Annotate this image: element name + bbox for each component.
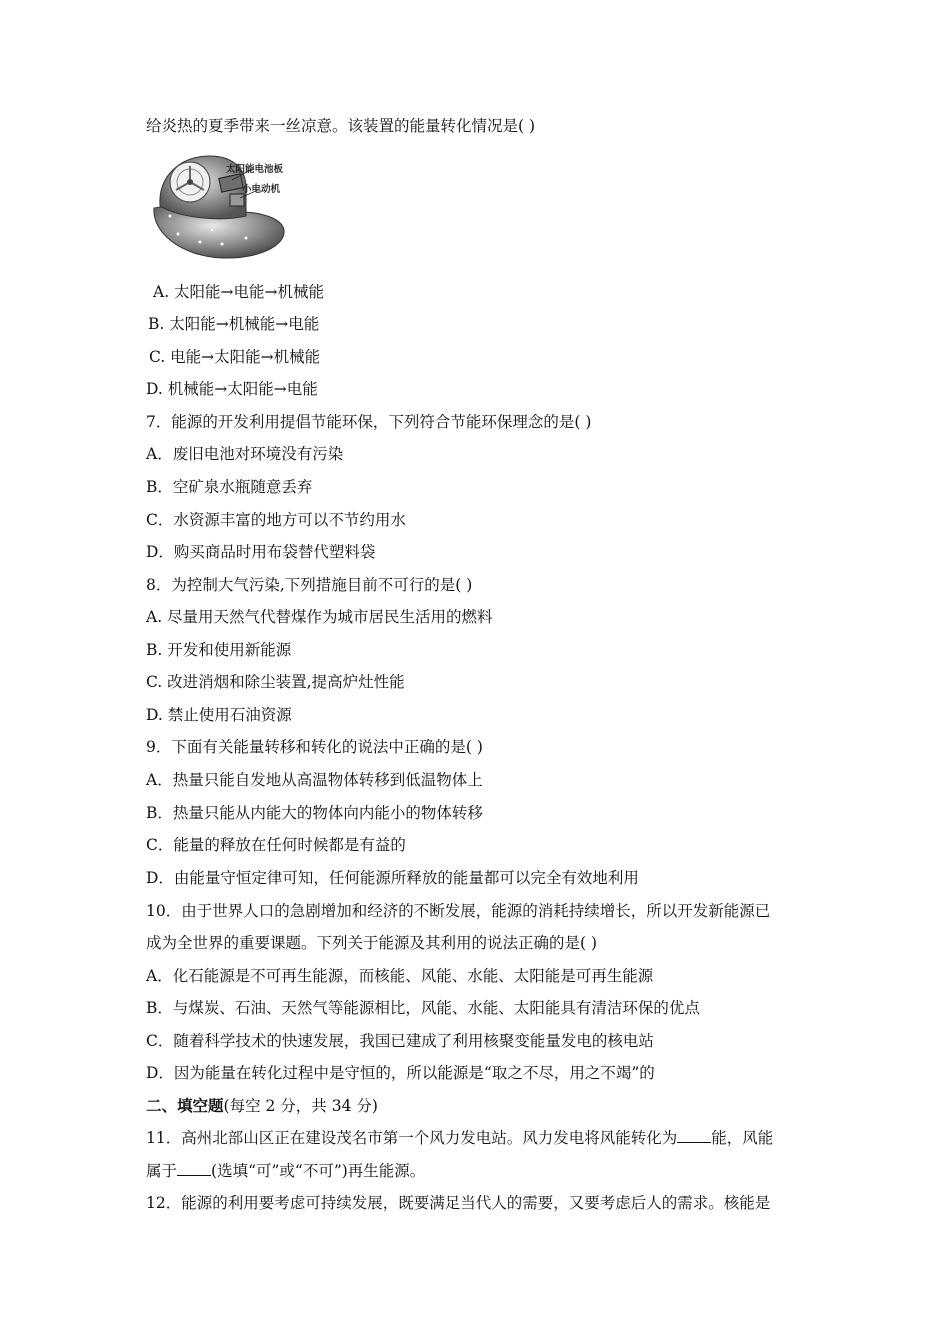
q8-option-a: A. 尽量用天然气代替煤作为城市居民生活用的燃料 [146, 608, 493, 626]
q11-blank-1[interactable] [677, 1128, 711, 1143]
q10-option-d: D．因为能量在转化过程中是守恒的，所以能源是“取之不尽，用之不竭”的 [146, 1064, 655, 1082]
section2-heading [146, 1096, 378, 1116]
q12-line1: 12．能源的利用要考虑可持续发展，既要满足当代人的需要，又要考虑后人的需求。核能是 [146, 1194, 771, 1212]
q11-line2 [146, 1161, 425, 1181]
q6-option-d: D. 机械能→太阳能→电能 [146, 380, 318, 398]
motor-label: 小电动机 [242, 184, 281, 195]
q7-option-d: D．购买商品时用布袋替代塑料袋 [146, 543, 376, 561]
q8-stem: 8．为控制大气污染,下列措施目前不可行的是( ) [146, 576, 473, 594]
q9-option-d: D．由能量守恒定律可知，任何能源所释放的能量都可以完全有效地利用 [146, 869, 639, 887]
q9-stem: 9．下面有关能量转移和转化的说法中正确的是( ) [146, 738, 483, 756]
section2-note: (每空 2 分，共 34 分) [223, 1097, 378, 1115]
q10-option-c: C．随着科学技术的快速发展，我国已建成了利用核聚变能量发电的核电站 [146, 1032, 654, 1050]
q9-option-b: B．热量只能从内能大的物体向内能小的物体转移 [146, 804, 483, 822]
q10-stem-line2: 成为全世界的重要课题。下列关于能源及其利用的说法正确的是( ) [146, 934, 598, 952]
section2-title: 二、填空题 [146, 1096, 224, 1115]
q11-blank-2[interactable] [177, 1161, 211, 1176]
q11-line1 [146, 1128, 773, 1148]
q11-line1-text-a: 11．高州北部山区正在建设茂名市第一个风力发电站。风力发电将风能转化为 [146, 1129, 678, 1147]
q11-line2-text-a: 属于 [146, 1162, 178, 1180]
q7-option-a: A．废旧电池对环境没有污染 [146, 445, 344, 463]
q10-stem-line1: 10．由于世界人口的急剧增加和经济的不断发展，能源的消耗持续增长，所以开发新能源已 [146, 902, 771, 920]
q6-option-c: C. 电能→太阳能→机械能 [149, 348, 321, 366]
q9-option-c: C．能量的释放在任何时候都是有益的 [146, 836, 406, 854]
q9-option-a: A．热量只能自发地从高温物体转移到低温物体上 [146, 771, 483, 789]
q11-line2-text-b: (选填“可”或“不可”)再生能源。 [211, 1162, 426, 1180]
q7-stem: 7．能源的开发利用提倡节能环保，下列符合节能环保理念的是( ) [146, 413, 592, 431]
q6-option-b: B. 太阳能→机械能→电能 [148, 315, 320, 333]
q10-option-b: B．与煤炭、石油、天然气等能源相比，风能、水能、太阳能具有清洁环保的优点 [146, 999, 700, 1017]
solar-panel-label: 太阳能电池板 [226, 164, 284, 175]
q10-option-a: A．化石能源是不可再生能源，而核能、风能、水能、太阳能是可再生能源 [146, 967, 654, 985]
q7-option-c: C．水资源丰富的地方可以不节约用水 [146, 511, 406, 529]
solar-fan-hat-figure [150, 146, 290, 264]
q11-line1-text-b: 能，风能 [711, 1129, 774, 1147]
q7-option-b: B．空矿泉水瓶随意丢弃 [146, 478, 313, 496]
q8-option-b: B. 开发和使用新能源 [146, 641, 292, 659]
q8-option-d: D. 禁止使用石油资源 [146, 706, 292, 724]
q8-option-c: C. 改进消烟和除尘装置,提高炉灶性能 [146, 673, 405, 691]
intro-line: 给炎热的夏季带来一丝凉意。该装置的能量转化情况是( ) [146, 117, 536, 135]
q6-option-a: A. 太阳能→电能→机械能 [153, 283, 325, 301]
